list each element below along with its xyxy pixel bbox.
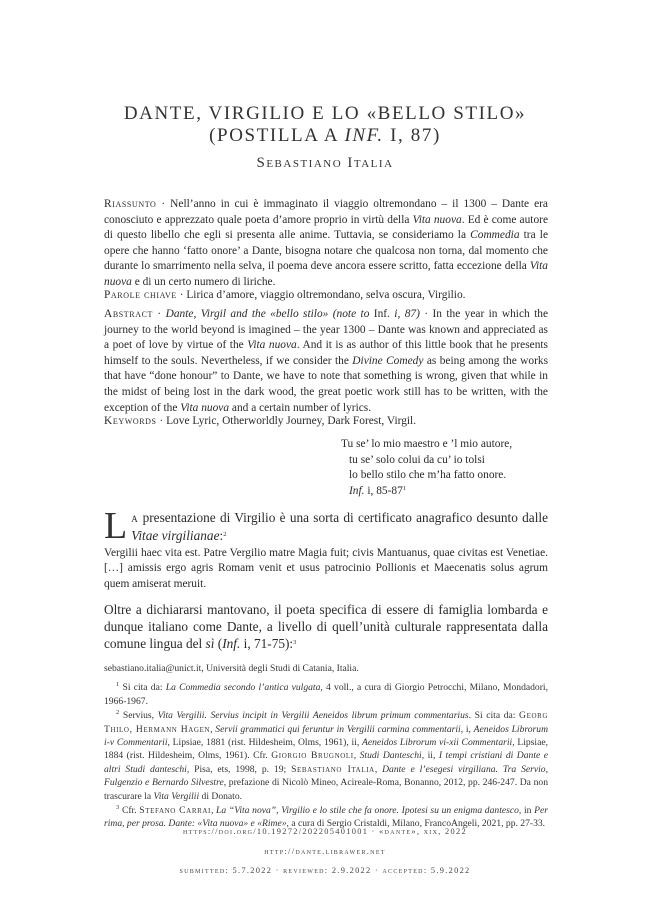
text-run: e di un certo numero di liriche. [131, 275, 276, 288]
text-run: , Lipsiae, 1881 (rist. Hildesheim, Olms, 1961), ii, [167, 737, 362, 749]
footnote-number: 2 [116, 709, 120, 717]
text-run: Love Lyric, Otherworldly Journey, Dark Forest, Virgil. [166, 415, 417, 427]
keywords-paragraph [104, 414, 548, 430]
italic-run: Dante, Virgil and the «bello stilo» (note to [165, 308, 370, 320]
italic-run: Vitae virgilianae [131, 528, 220, 543]
text-run: Si cita da: [122, 682, 166, 694]
footnote-1 [104, 681, 548, 708]
text-run: · In the year in which the journey to the world beyond is imagined – the year 1300 – Dante was known and appreciated as a poet of love by virtue of the [104, 308, 549, 352]
separator: · [153, 308, 166, 320]
abstract-label: Abstract [104, 308, 154, 320]
keywords-label: Keywords [104, 415, 157, 427]
body-paragraph-2 [104, 601, 548, 652]
text-run: , a cura di Sergio Cristaldi, Milano, FrancoAngeli, 2021, pp. 27-33. [286, 818, 546, 830]
italic-run: Per rima, per prosa. Dante: «Vita nuova» e «Rime» [104, 805, 548, 830]
riassunto-label: Riassunto [104, 198, 157, 210]
text-run: , [374, 763, 383, 775]
text-run: , [210, 723, 216, 735]
text-run: : [219, 528, 224, 543]
small-caps-run: Giorgio Brugnoli [271, 750, 354, 762]
italic-run: Vita nuova [247, 339, 297, 352]
footnote-number: 3 [116, 804, 120, 812]
italic-run: Dante e l’esegesi virgiliana. Tra Servio, Fulgenzio e Bernardo Silvestre [104, 763, 548, 789]
italic-run: Aeneidos Librorum vi-xii Commentarii [361, 737, 513, 749]
italic-run: Studi Danteschi [359, 750, 422, 762]
text-run: , in [518, 805, 535, 817]
text-run: . And it is as author of this little book that he presents himself to the souls. Nevertheless, if we consider the [104, 339, 548, 367]
text-run: ( [214, 636, 223, 651]
text-run: , prefazione di Nicolò Mineo, Acireale-Roma, Bonanno, 2012, pp. 246-247. Da non trascurare la [104, 777, 548, 802]
text-run: , [210, 805, 217, 817]
text-run: di Donato. [199, 790, 243, 802]
review-dates: submitted: 5.7.2022 · reviewed: 2.9.2022 · accepted: 5.9.2022 [179, 866, 471, 875]
separator: · [156, 198, 171, 210]
parole-chiave-label: Parole chiave [104, 289, 177, 301]
text-run: , 4 voll., a cura di Giorgio Petrocchi, Milano, Mondadori, 1966-1967. [104, 682, 548, 707]
text-run: Oltre a dichiararsi mantovano, il poeta specifica di essere di famiglia lombarda e dunque italiano come Dante, a livello di quell’unità culturale rappresentata dalla comune lingua del [104, 602, 548, 651]
text-run: i, 71-75): [240, 636, 294, 651]
title-italic: INF. [344, 125, 384, 146]
italic-run: Aeneidos Librorum i-v Commentarii [104, 723, 549, 749]
text-run: . Ed è come autore di questo libello che egli si presenta alle anime. Tuttavia, se consideriamo la [104, 213, 549, 242]
text-run: a [131, 511, 139, 525]
text-run: . Si cita da: [468, 710, 520, 722]
text-run: Nell’anno in cui è immaginato il viaggio oltremondano – il 1300 – Dante era conosciuto e apprezzato quale poeta d’amore proprio in virtù della [104, 198, 548, 226]
small-caps-run: Sebastiano Italia [291, 763, 375, 775]
text-run: , ii, [421, 750, 439, 762]
italic-run: Servii grammatici qui feruntur in Vergilii carmina commentarii [215, 723, 461, 735]
text-run: Inf. [369, 308, 395, 320]
italic-run: Vita nuova [180, 401, 230, 414]
abstract-paragraph [104, 307, 548, 416]
footnote-number: 1 [116, 681, 120, 689]
footnote-marker: 2 [223, 531, 227, 538]
small-caps-run: Georg Thilo, Hermann Hagen [104, 710, 549, 735]
verse-line: Tu se’ lo mio maestro e ’l mio autore, [341, 438, 513, 450]
italic-run: La “Vita nova”, Virgilio e lo stile che fa onore. Ipotesi su un enigma dantesco [216, 805, 519, 817]
author-email: sebastiano.italia@unict.it, Università degli Studi di Catania, Italia. [104, 663, 359, 674]
drop-cap: L [104, 505, 128, 547]
verse-line: tu se’ solo colui da cu’ io tolsi [349, 453, 485, 466]
italic-run: Inf. [222, 636, 241, 651]
text-run: , i, [460, 723, 474, 735]
italic-run: Vita nuova [412, 213, 462, 226]
footnote-marker: 1 [402, 484, 407, 492]
doi-line[interactable]: https://doi.org/10.19272/202205401001 · «dante», xix, 2022 [183, 827, 467, 836]
footnote-marker: 3 [293, 639, 297, 646]
text-run: , [353, 750, 360, 762]
riassunto-paragraph [104, 197, 548, 291]
footnote-2 [104, 709, 548, 803]
footnotes [104, 662, 548, 832]
italic-run: I tempi cristiani di Dante e altri Studi danteschi [104, 750, 548, 775]
italic-run: Vita Vergilii [153, 790, 200, 802]
italic-run: Divine Comedy [352, 354, 424, 367]
text-run: Cfr. [121, 805, 140, 817]
italic-run: Vita nuova [104, 260, 548, 288]
article-title-line-1 [0, 103, 650, 125]
text-run: i, 85-87 [364, 484, 403, 497]
text-run: Servius, [122, 710, 158, 722]
italic-run: sì [205, 636, 215, 651]
separator: · [176, 289, 187, 301]
verse-line: lo bello stilo che m’ha fatto onore. [349, 469, 507, 482]
title-text: (POSTILLA A [209, 125, 345, 146]
body-paragraph-1 [104, 505, 548, 547]
italic-run: Vita Vergilii. Servius incipit in Vergilii Aeneidos librum primum commentarius [157, 710, 469, 722]
parole-chiave-paragraph [104, 288, 548, 304]
italic-run: i, 87) [394, 308, 420, 320]
text-run: and a certain number of lyrics. [229, 401, 372, 414]
text-run: , Lipsiae, 1884 (rist. Hildesheim, Olms, 1961). Cfr. [104, 737, 548, 762]
latin-quotation: Vergilii haec vita est. Patre Vergilio matre Magia fuit; civis Mantuanus, quae civitas est Venetiae. […] amissis ergo agris Romam venit et usus patrocinio Pollionis et Maecenatis solus agrum quem amiserat meruit. [104, 547, 548, 590]
italic-run: Inf. [349, 484, 365, 497]
title-text: I, 87) [383, 125, 441, 146]
journal-url[interactable]: http://dante.librawer.net [264, 847, 386, 856]
author-name: Sebastiano Italia [256, 155, 394, 171]
text-run: tra le opere che hanno ‘fatto onore’ a Dante, bisogna notare che qualcosa non torna, dal momento che durante lo smarrimento nella selva, il poema deve ancora essere scritto, fatta eccezione della [104, 229, 548, 273]
text-run: presentazione di Virgilio è una sorta di certificato anagrafico desunto dalle [138, 510, 548, 525]
text-run: as being among the works that have “done honour” to Dante, we have to note that something is wrong, given that while in the midst of being lost in the dark wood, the great poetic work still has to be written, with the exception of the [104, 354, 548, 414]
italic-run: La Commedia secondo l’antica vulgata [165, 682, 321, 694]
italic-run: Commedia [470, 229, 520, 242]
article-title-line-2 [0, 125, 650, 147]
separator: · [156, 415, 167, 427]
verse-reference [341, 484, 512, 500]
text-run: , Pisa, ets, 1998, p. 19; [186, 763, 292, 775]
text-run: Lirica d’amore, viaggio oltremondano, selva oscura, Virgilio. [186, 289, 466, 301]
small-caps-run: Stefano Carrai [139, 805, 211, 817]
epigraph-verse [341, 437, 512, 499]
title-text: DANTE, VIRGILIO E LO «BELLO STILO» [123, 103, 527, 124]
